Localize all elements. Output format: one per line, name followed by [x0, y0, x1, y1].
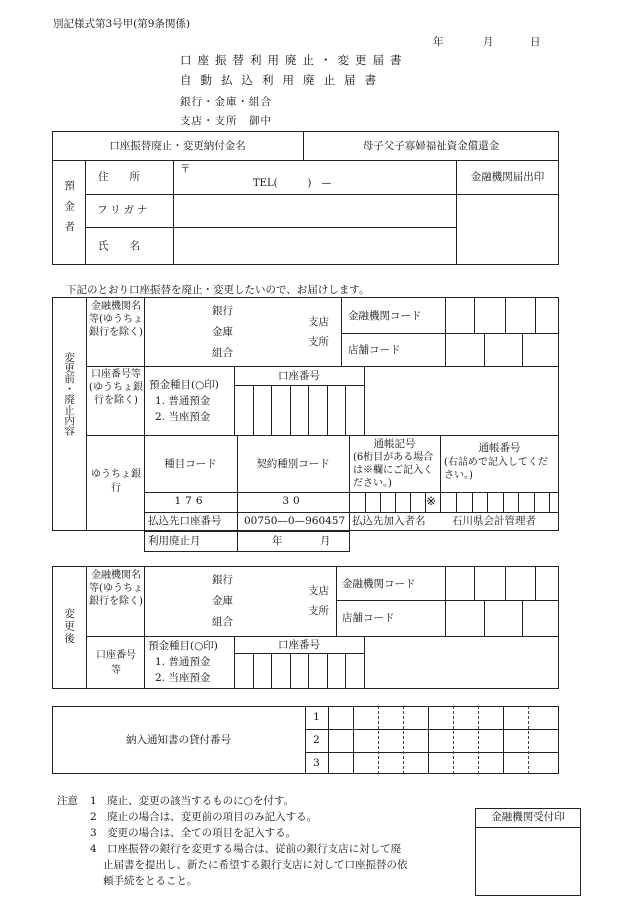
loan-row-2: 2	[313, 734, 320, 746]
addressee-line-1: 銀行・金庫・組合	[180, 96, 272, 108]
form-number: 別記様式第3号甲(第9条関係)	[53, 18, 191, 30]
type-code-value: 176	[174, 495, 207, 507]
bank-seal-label: 金融機関届出印	[470, 171, 545, 183]
passbook-number-label: 通帳番号	[478, 442, 521, 454]
loan-row-1: 1	[313, 711, 320, 723]
passbook-number-note: (右詰めで記入してください。)	[444, 457, 548, 481]
date-year: 年	[433, 36, 444, 48]
before-deposit-1: 1. 普通預金	[155, 395, 211, 407]
after-kinko: 金庫	[212, 595, 233, 607]
after-deposit-2: 2. 当座預金	[155, 672, 211, 684]
before-kinko: 金庫	[212, 326, 233, 338]
before-deposit-2: 2. 当座預金	[155, 411, 211, 423]
payee-name-value: 石川県会計管理者	[452, 515, 536, 527]
type-code-label: 種目コード	[164, 458, 217, 470]
name-label: 氏 名	[98, 240, 140, 252]
date-day: 日	[530, 36, 541, 48]
after-side-label: 変更後	[63, 608, 76, 646]
payee-account-value: 00750—0—960457	[244, 515, 346, 527]
end-month-label: 利用廃止月	[148, 535, 201, 547]
end-year-unit: 年	[272, 535, 283, 547]
addressee-line-2: 支店・支所 御中	[180, 115, 272, 127]
after-institution-label: 金融機関名等(ゆうちょ銀行を除く)	[89, 570, 143, 607]
depositor-label: 預金者	[63, 180, 76, 242]
before-shisho: 支所	[308, 336, 329, 348]
before-account-label: 口座番号等(ゆうちょ銀行を除く)	[89, 369, 143, 406]
before-branch: 支店	[308, 316, 329, 328]
payment-item-label: 口座振替廃止・変更納付金名	[109, 140, 246, 152]
note-3: 3 変更の場合は、全ての項目を記入する。	[90, 827, 297, 839]
after-branch-code-label: 店舗コード	[342, 612, 395, 624]
payment-item-value: 母子父子寡婦福祉資金償還金	[362, 140, 500, 152]
asterisk-mark: ※	[426, 494, 437, 508]
passbook-mark-note: (6桁目がある場合は※欄にご記入ください。)	[353, 452, 434, 489]
after-kumiai: 組合	[212, 616, 233, 628]
title-line-1: 口座振替利用廃止・変更届書	[180, 53, 408, 67]
notice-line: 下記のとおり口座振替を廃止・変更したいので、お届けします。	[66, 284, 370, 296]
passbook-mark-label: 通帳記号	[373, 438, 416, 450]
before-kumiai: 組合	[212, 347, 233, 359]
before-side-label: 変更前・廃止内容	[63, 352, 76, 436]
after-deposit-type: 預金種目(○印)	[148, 640, 218, 652]
note-1: 1 廃止、変更の該当するものに○を付す。	[90, 795, 295, 807]
before-branch-code-label: 店舗コード	[348, 344, 401, 356]
receipt-stamp-label: 金融機関受付印	[491, 811, 565, 823]
payee-name-label: 払込先加入者名	[352, 515, 426, 527]
note-4c: 頼手続をとること。	[103, 875, 198, 887]
after-deposit-1: 1. 普通預金	[155, 656, 211, 668]
before-deposit-type: 預金種目(○印)	[149, 379, 219, 391]
loan-row-3: 3	[313, 757, 320, 769]
notes-title: 注意	[57, 795, 78, 807]
contract-code-value: 30	[282, 495, 304, 507]
note-4a: 4 口座振替の銀行を変更する場合は、従前の銀行支店に対して廃	[90, 843, 402, 855]
note-2: 2 廃止の場合は、変更前の項目のみ記入する。	[90, 811, 318, 823]
end-month-unit: 月	[320, 535, 331, 547]
before-inst-code-label: 金融機関コード	[348, 310, 422, 322]
after-account-label: 口座番号等	[96, 650, 136, 676]
payee-account-label: 払込先口座番号	[148, 515, 222, 527]
yucho-label: ゆうちょ銀行	[91, 469, 141, 494]
note-4b: 止届書を提出し、新たに希望する銀行支店に対して口座振替の依	[103, 859, 408, 871]
contract-code-label: 契約種別コード	[256, 458, 330, 470]
address-label: 住 所	[98, 171, 140, 183]
before-account-number-label: 口座番号	[278, 370, 320, 382]
after-branch: 支店	[308, 585, 329, 597]
title-line-2: 自動払込利用廃止届書	[180, 73, 385, 87]
before-bank: 銀行	[212, 305, 233, 317]
after-shisho: 支所	[308, 605, 329, 617]
date-month: 月	[483, 36, 494, 48]
after-inst-code-label: 金融機関コード	[342, 578, 416, 590]
tel-label: TEL( ) —	[253, 178, 332, 189]
postal-mark: 〒	[180, 163, 191, 175]
loan-number-label: 納入通知書の貸付番号	[126, 734, 231, 746]
after-bank: 銀行	[212, 574, 233, 586]
before-institution-label: 金融機関名等(ゆうちょ銀行を除く)	[89, 301, 143, 338]
after-account-number-label: 口座番号	[278, 639, 320, 651]
furigana-label: フリガナ	[97, 204, 151, 216]
